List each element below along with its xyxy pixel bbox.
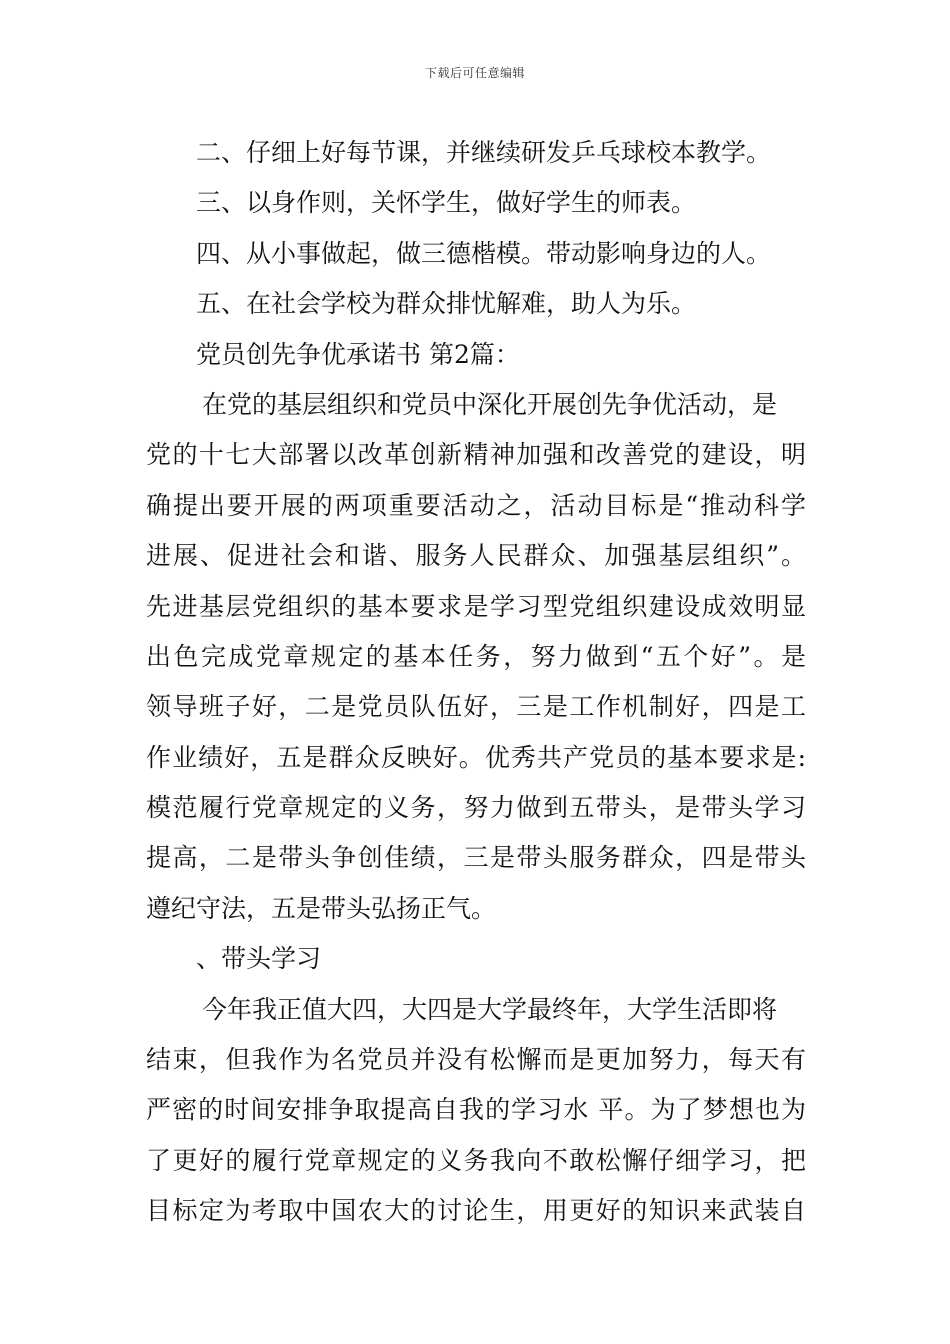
text-line: 目标定为考取中国农大的讨论生，用更好的知识来武装自 — [146, 1196, 806, 1226]
text-line: 了更好的履行党章规定的义务我向不敢松懈仔细学习，把 — [146, 1145, 806, 1175]
text-line: 确提出要开展的两项重要活动之，活动目标是“推动科学 — [146, 490, 806, 520]
text-line: 三、以身作则，关怀学生，做好学生的师表。 — [196, 188, 697, 218]
text-line: 提高，二是带头争创佳绩，三是带头服务群众，四是带头 — [146, 843, 806, 873]
section-heading: 、带头学习 — [196, 944, 322, 974]
text-line: 严密的时间安排争取提高自我的学习水 平。为了梦想也为 — [146, 1095, 806, 1125]
text-line: 遵纪守法，五是带头弘扬正气。 — [146, 893, 497, 923]
text-line: 四、从小事做起，做三德楷模。带动影响身边的人。 — [196, 238, 772, 268]
page-header-note: 下载后可任意编辑 — [424, 66, 525, 80]
text-line: 领导班子好，二是党员队伍好，三是工作机制好，四是工 — [146, 692, 806, 722]
text-line: 出色完成党章规定的基本任务，努力做到“五个好”。是 — [146, 641, 806, 671]
text-line: 模范履行党章规定的义务，努力做到五带头，是带头学习 — [146, 793, 806, 823]
text-line: 党的十七大部署以改革创新精神加强和改善党的建设，明 — [146, 440, 806, 470]
section-heading: 党员创先争优承诺书 第2篇： — [196, 339, 520, 369]
document-body — [146, 128, 806, 1237]
text-line: 结束，但我作为名党员并没有松懈而是更加努力，每天有 — [146, 1045, 806, 1075]
text-line: 在党的基层组织和党员中深化开展创先争优活动，是 — [202, 389, 778, 419]
text-line: 五、在社会学校为群众排忧解难，助人为乐。 — [196, 289, 697, 319]
text-line: 今年我正值大四，大四是大学最终年，大学生活即将 — [202, 994, 778, 1024]
text-line: 作业绩好，五是群众反映好。优秀共产党员的基本要求是: — [146, 742, 806, 772]
text-line: 二、仔细上好每节课，并继续研发乒乓球校本教学。 — [196, 138, 772, 167]
text-line: 进展、促进社会和谐、服务人民群众、加强基层组织”。 — [146, 541, 806, 571]
text-line: 先进基层党组织的基本要求是学习型党组织建设成效明显 — [146, 591, 806, 621]
